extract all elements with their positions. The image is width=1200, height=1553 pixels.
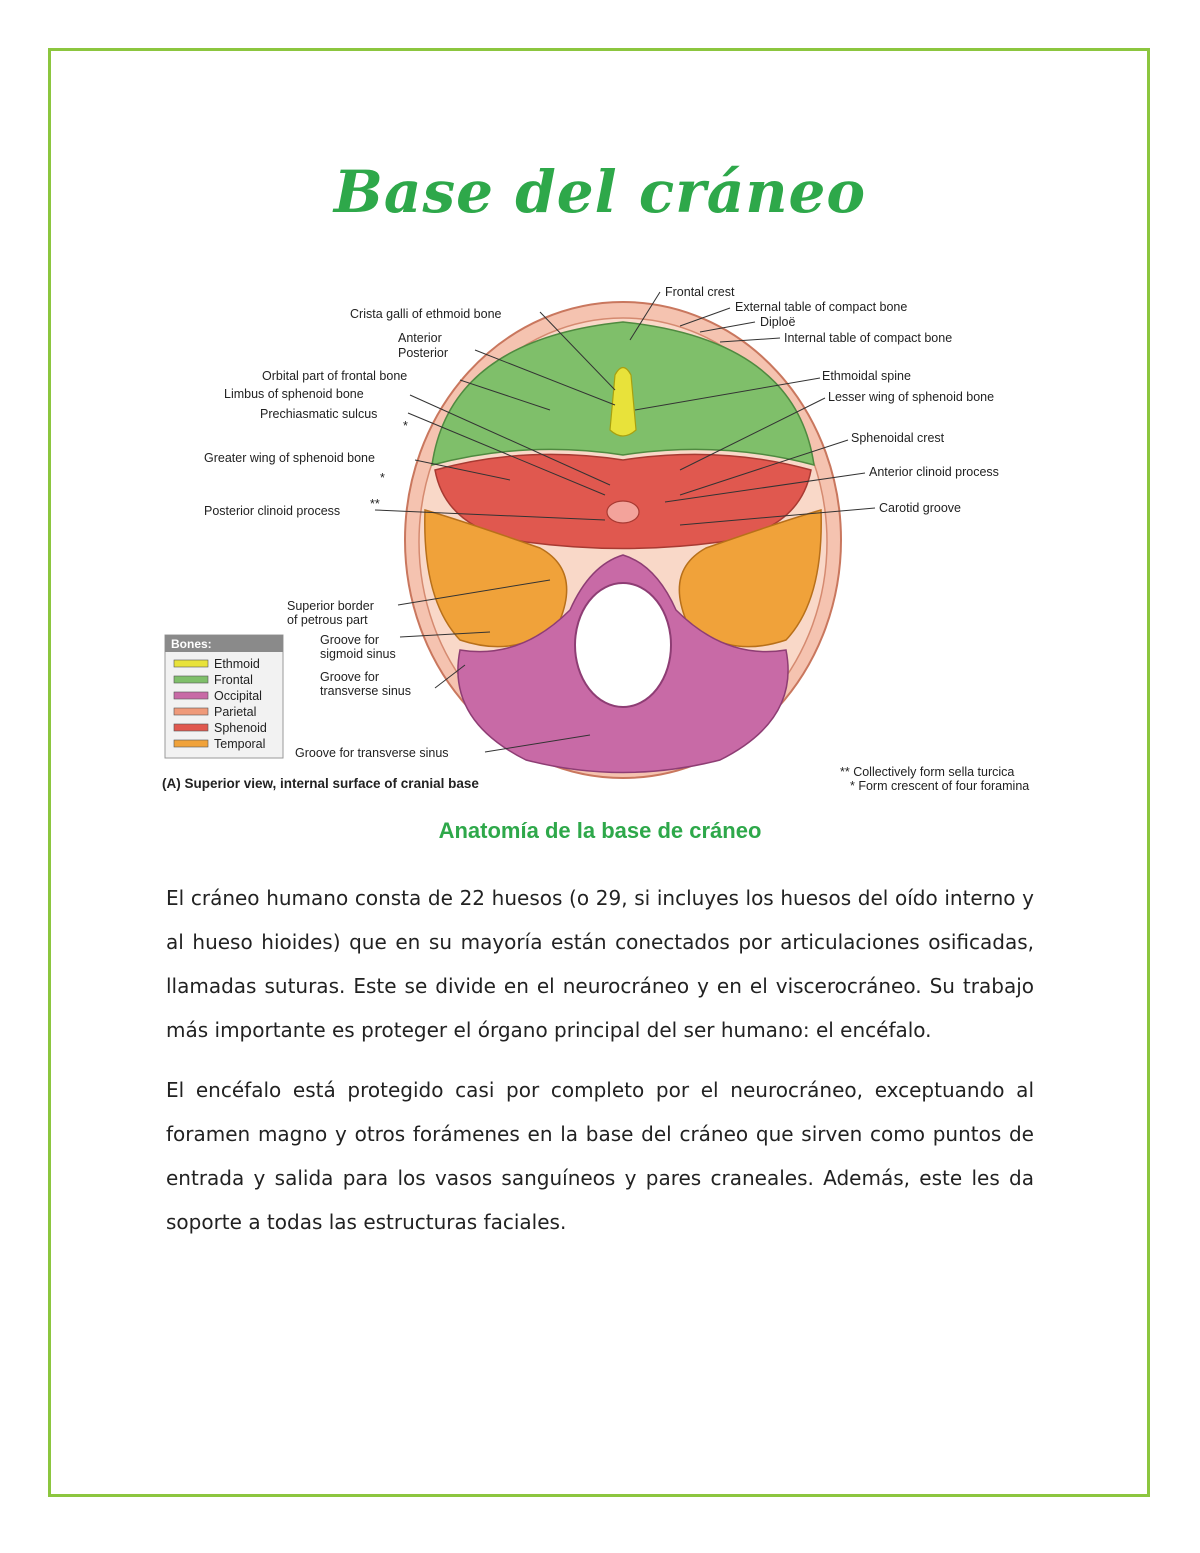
label-sphenoidal-crest: Sphenoidal crest: [851, 431, 945, 445]
label-external-table: External table of compact bone: [735, 300, 908, 314]
anatomy-illustration: [160, 280, 1070, 800]
body-text: [166, 876, 1034, 1260]
label-ethmoidal-spine: Ethmoidal spine: [822, 369, 911, 383]
section-subtitle: Anatomía de la base de cráneo: [438, 818, 762, 843]
label-anterior-clinoid: Anterior clinoid process: [869, 465, 999, 479]
label-superior-border-1: Superior border: [287, 599, 374, 613]
label-groove-transverse-bottom: Groove for transverse sinus: [295, 746, 449, 760]
mark-double-1: **: [370, 497, 380, 511]
legend-label-occipital: Occipital: [214, 689, 262, 703]
page-title: Base del cráneo: [333, 158, 867, 226]
paragraph-1: El cráneo humano consta de 22 huesos (o 29, si incluyes los huesos del oído interno y al hueso hioides) que en su mayoría están conectados por articulaciones osificadas, llamadas suturas. Este se divide en el neurocráneo y en el viscerocráneo. Su trabajo más importante es proteger el órgano principal del ser humano: el encéfalo.: [166, 886, 1034, 1042]
legend-label-ethmoid: Ethmoid: [214, 657, 260, 671]
label-posterior: Posterior: [398, 346, 449, 360]
label-greater-wing: Greater wing of sphenoid bone: [204, 451, 375, 465]
mark-single-2: *: [380, 471, 385, 485]
label-groove-sigmoid-2: sigmoid sinus: [320, 647, 396, 661]
mark-single-1: *: [403, 419, 408, 433]
legend-swatch-frontal: [174, 676, 208, 683]
sella-turcica: [607, 501, 639, 523]
legend-swatch-ethmoid: [174, 660, 208, 667]
figure-caption: (A) Superior view, internal surface of cranial base: [162, 776, 479, 791]
legend-swatch-sphenoid: [174, 724, 208, 731]
legend-swatch-occipital: [174, 692, 208, 699]
label-posterior-clinoid: Posterior clinoid process: [204, 504, 341, 518]
label-limbus: Limbus of sphenoid bone: [224, 387, 364, 401]
label-orbital-part: Orbital part of frontal bone: [262, 369, 408, 383]
label-groove-sigmoid-1: Groove for: [320, 633, 380, 647]
legend-swatch-temporal: [174, 740, 208, 747]
label-groove-transverse-1: Groove for: [320, 670, 380, 684]
legend-label-frontal: Frontal: [214, 673, 253, 687]
note-double-star: ** Collectively form sella turcica: [840, 765, 1015, 779]
label-internal-table: Internal table of compact bone: [784, 331, 953, 345]
label-frontal-crest: Frontal crest: [665, 285, 735, 299]
label-diploe: Diploë: [760, 315, 796, 329]
label-groove-transverse-2: transverse sinus: [320, 684, 412, 698]
label-crista-galli: Crista galli of ethmoid bone: [350, 307, 502, 321]
label-prechiasmatic: Prechiasmatic sulcus: [260, 407, 378, 421]
legend-label-temporal: Temporal: [214, 737, 266, 751]
note-single-star: * Form crescent of four foramina: [850, 779, 1030, 793]
bones-legend: [165, 635, 283, 758]
label-carotid-groove: Carotid groove: [879, 501, 961, 515]
label-lesser-wing: Lesser wing of sphenoid bone: [828, 390, 995, 404]
paragraph-2: El encéfalo está protegido casi por completo por el neurocráneo, exceptuando al foramen magno y otros forámenes en la base del cráneo que sirven como puntos de entrada y salida para los vasos sanguíneos y pares craneales. Además, este les da soporte a todas las estructuras faciales.: [166, 1078, 1034, 1234]
cranial-base-figure: [160, 280, 1070, 800]
label-superior-border-2: of petrous part: [287, 613, 368, 627]
legend-label-sphenoid: Sphenoid: [214, 721, 267, 735]
label-anterior: Anterior: [398, 331, 442, 345]
legend-label-parietal: Parietal: [214, 705, 257, 719]
foramen-magnum: [575, 583, 671, 707]
legend-title: Bones:: [171, 637, 212, 651]
legend-swatch-parietal: [174, 708, 208, 715]
